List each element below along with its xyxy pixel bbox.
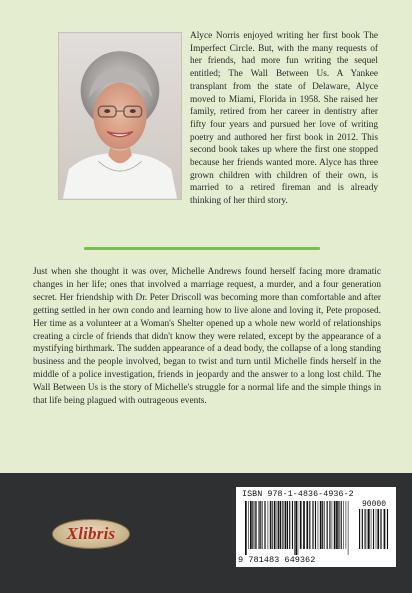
barcode-bar (365, 509, 366, 549)
barcode-bar (362, 509, 363, 549)
barcode-bar (318, 501, 319, 549)
barcode-bar (315, 501, 316, 549)
barcode-bar (262, 501, 263, 549)
barcode-bar (320, 501, 322, 549)
author-portrait-illustration (59, 33, 181, 199)
barcode-bar (292, 501, 293, 549)
barcode-bar (312, 501, 313, 549)
ean-digits: 9 781483 649362 (238, 555, 316, 565)
barcode-bar (295, 501, 297, 555)
barcode-bar (300, 501, 302, 549)
barcode-bar (322, 501, 323, 549)
barcode-bar (252, 501, 253, 549)
barcode-bar (272, 501, 273, 549)
barcode-bar (381, 509, 382, 549)
barcode-bars-icon (244, 501, 350, 555)
book-synopsis: Just when she thought it was over, Michelle Andrews found herself facing more dramatic changes in her life; ones that involved a marriage request, a murder, and a four generation secret. Her friendship with Dr. Peter Driscoll was becoming more than comfortable and after getting settled in her own condo and learning how to live alone and loving it, Pete proposed. Her time as a volunteer at a Woman's Shelter opened up a whole new world of relationships creating a circle of friends that didn't know they were related, except by the appearance of a mystifying birthmark. The sudden appearance of a dead body, the collapse of a long standing business and the people involved, began to twist and turn until Michelle finds herself in the middle of a police investigation, friends in jeopardy and the answer to a long lost child. The Wall Between Us is the story of Michelle's struggle for a normal life and the simple things in that life being plagued with outrageous events. (33, 267, 381, 407)
barcode-bar (289, 501, 290, 549)
barcode-bar (278, 501, 279, 549)
barcode-bar (309, 501, 310, 549)
section-divider (84, 247, 320, 250)
barcode-bar (303, 501, 305, 549)
barcode-bar (294, 501, 295, 555)
barcode-bar (268, 501, 269, 549)
barcode-bar (259, 501, 260, 549)
barcode-bar (373, 509, 374, 549)
barcode-bar (341, 501, 342, 549)
barcode-bar (332, 501, 333, 549)
barcode-bar (245, 501, 247, 555)
barcode-bar (282, 501, 283, 549)
barcode-bar (264, 501, 265, 549)
author-bio: Alyce Norris enjoyed writing her first book The Imperfect Circle. But, with the many requests of her friends, had more fun writing the sequel entitled; The Wall Between Us. A Yankee transplant from the state of Delaware, Alyce moved to Miami, Florida in 1958. She raised her family, retired from her career in dentistry after fifty four years and pursued her love of writing poetry and authored her first book in 2012. This second book takes up where the first one stopped because her friends wanted more. Alyce has three grown children with children of their own, is married to a retired fireman and is already thinking of her third story. (190, 31, 378, 207)
barcode-bar (359, 509, 360, 549)
barcode-bar (256, 501, 257, 549)
barcode-bar (250, 501, 252, 549)
barcode-bar (298, 501, 299, 555)
barcode-bar (324, 501, 325, 549)
barcode-bar (329, 501, 330, 549)
barcode-bar (327, 501, 328, 549)
barcode-bar (387, 509, 388, 549)
barcode-addon-bars-icon (358, 509, 390, 555)
barcode-bar (368, 509, 370, 549)
barcode-bar (274, 501, 276, 549)
author-photo (58, 32, 182, 200)
barcode-bar (334, 501, 336, 549)
barcode-bar (260, 501, 261, 549)
barcode-bar (280, 501, 282, 549)
barcode-bar (348, 501, 349, 555)
barcode-bar (343, 501, 344, 549)
barcode-bar (376, 509, 377, 549)
barcode-bar (377, 509, 379, 549)
barcode-bar (371, 509, 372, 549)
barcode-bar (384, 509, 386, 549)
barcode-bar (380, 509, 381, 549)
barcode-bar (270, 501, 271, 549)
publisher-logo-text: Xlibris (66, 524, 116, 543)
publisher-logo (52, 519, 130, 549)
barcode-bar (306, 501, 308, 549)
barcode-bar (313, 501, 314, 549)
barcode-bar (265, 501, 266, 549)
barcode-bar (287, 501, 288, 549)
barcode-bar (285, 501, 287, 549)
isbn-label: ISBN 978-1-4836-4936-2 (242, 490, 354, 499)
barcode-bar (346, 501, 347, 549)
barcode-bar (255, 501, 256, 549)
barcode-box (236, 487, 396, 567)
barcode-bar (277, 501, 278, 549)
addon-digits: 90000 (361, 500, 386, 509)
barcode-bar (336, 501, 338, 549)
barcode-bar (248, 501, 249, 549)
barcode-bar (338, 501, 339, 549)
barcode-bar (367, 509, 368, 549)
